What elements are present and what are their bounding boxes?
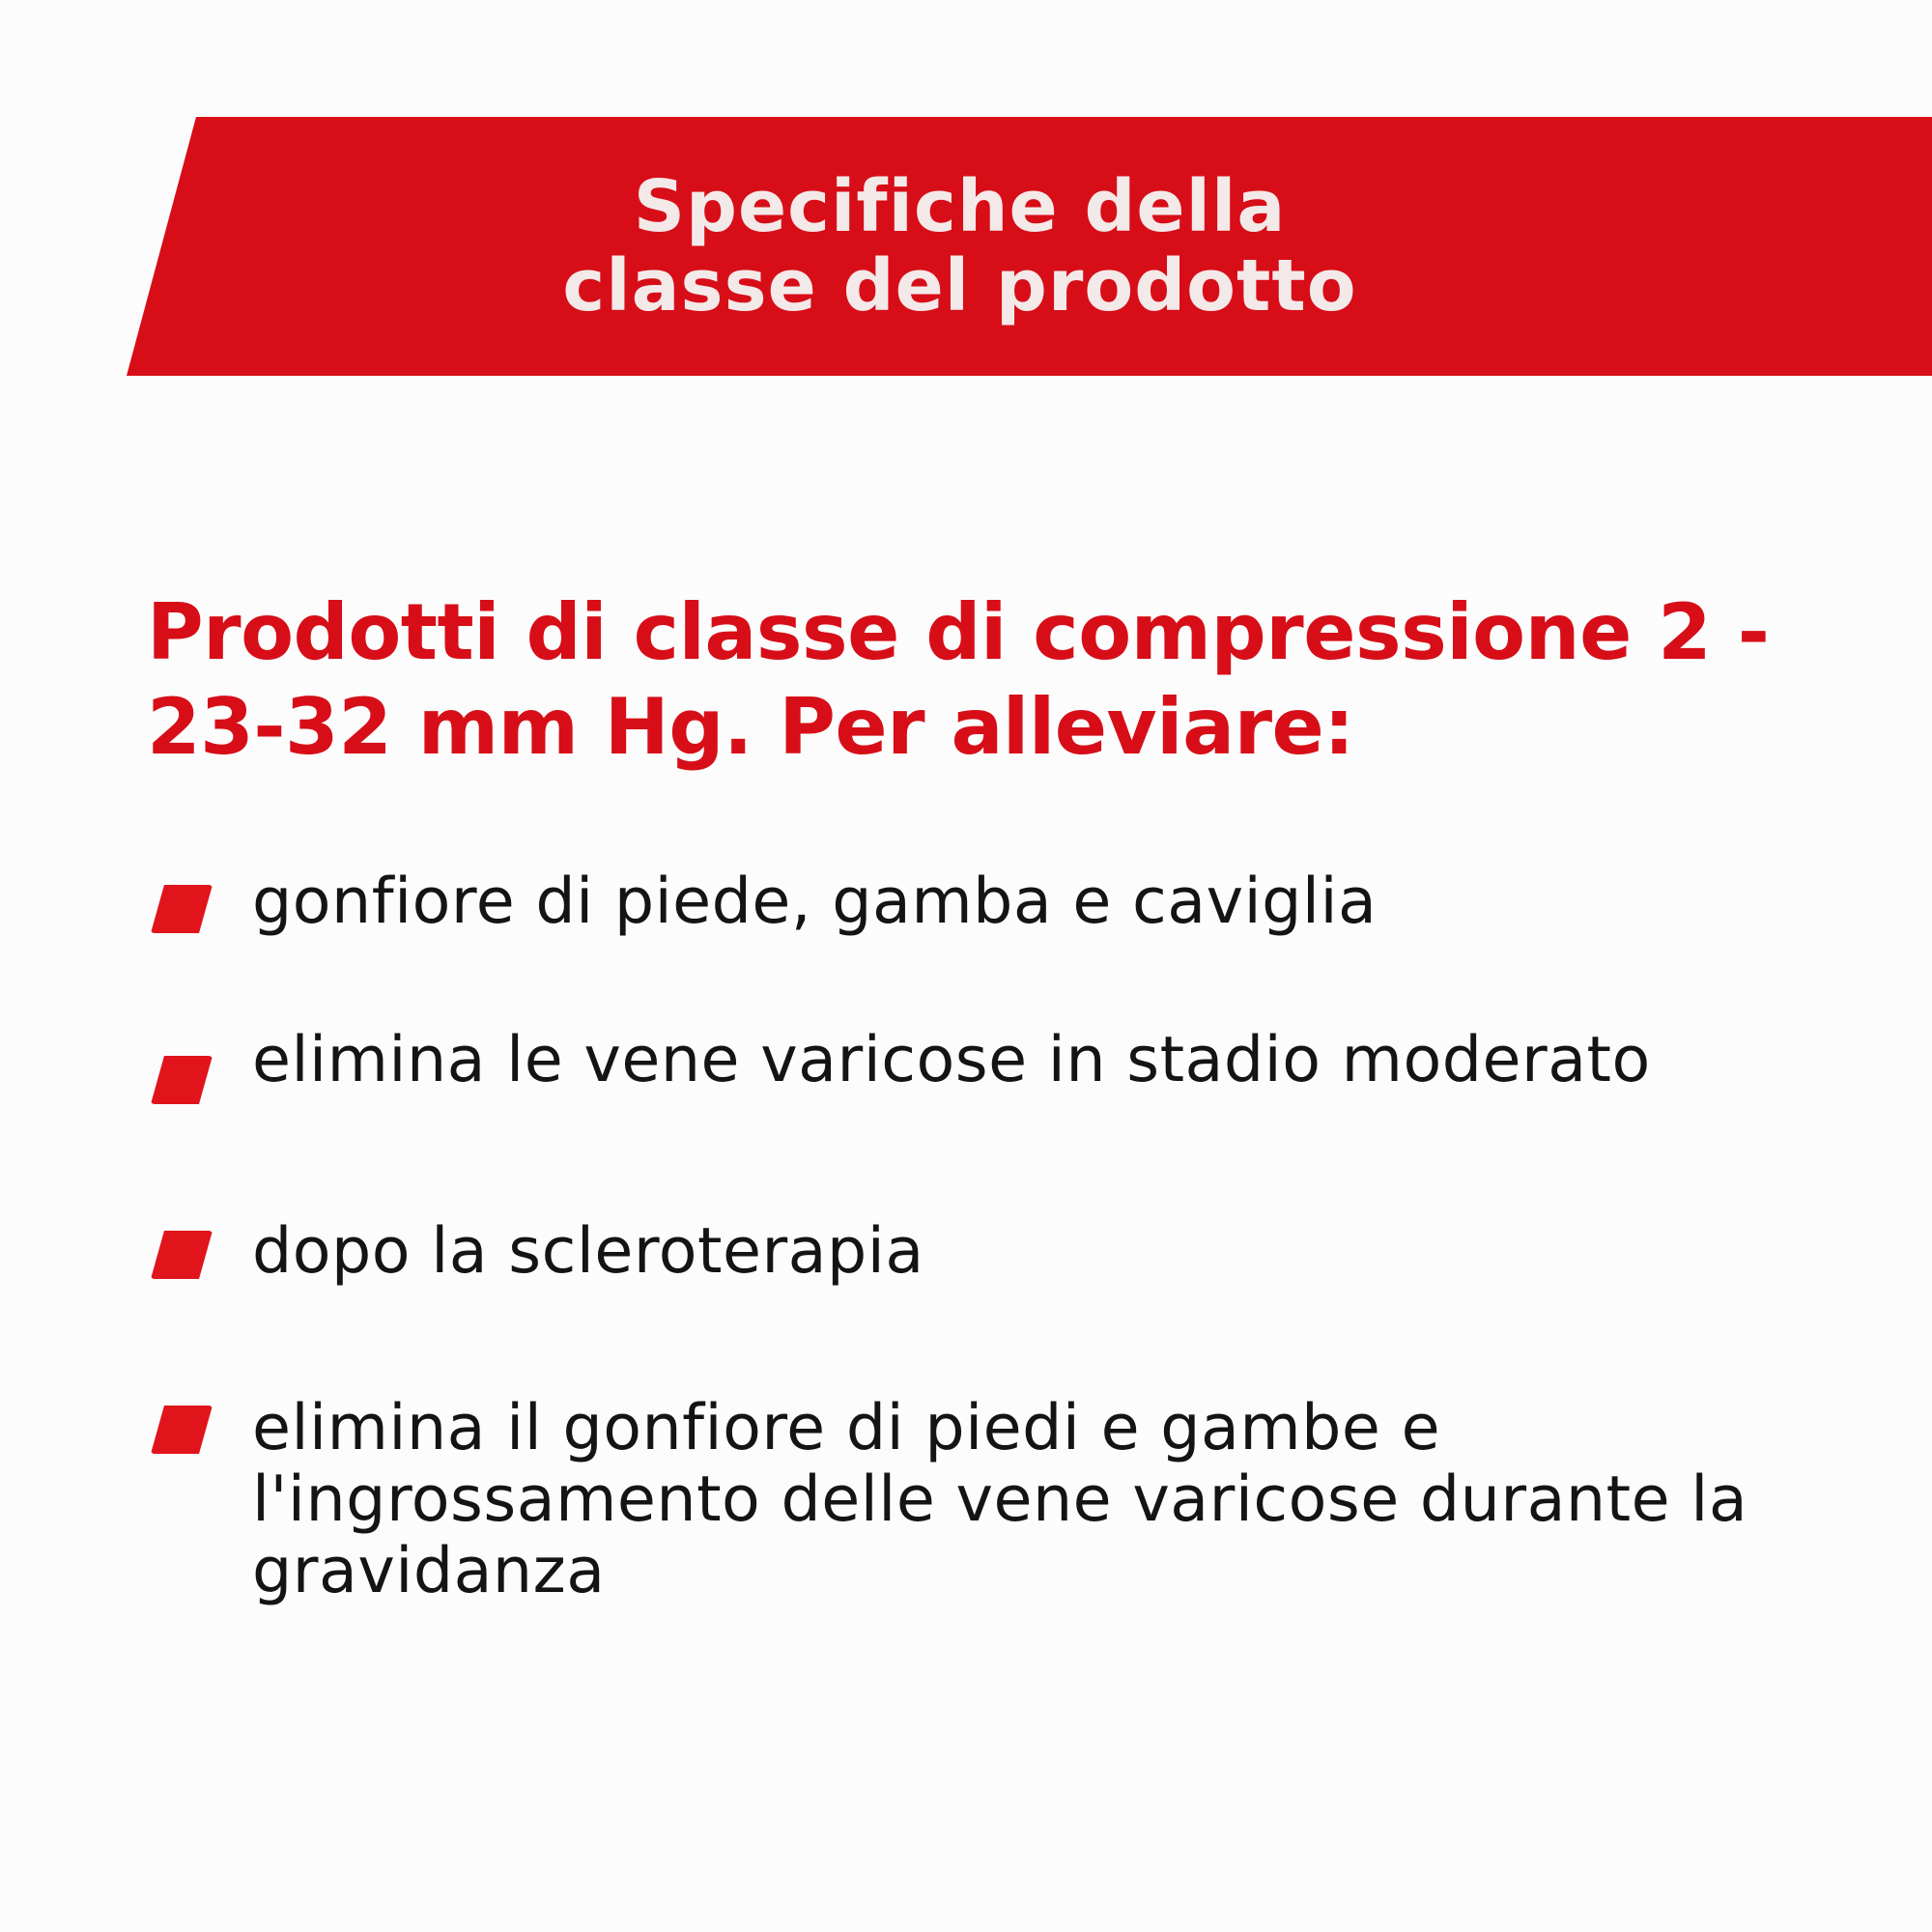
bullet-marker-icon [151,1231,213,1279]
bullet-marker-icon [151,1406,213,1454]
bullet-marker-icon [151,885,213,933]
list-item-text-line-3: gravidanza [252,1535,606,1607]
list-item-text-line-2: l'ingrossamento delle vene varicose durante la [252,1463,1748,1536]
section-heading-line-2: 23-32 mm Hg. Per alleviare: [147,682,1354,772]
banner-title-line-1: Specifiche della [633,165,1287,248]
banner-title-line-2: classe del prodotto [562,244,1357,327]
list-item-text-line-1: dopo la scleroterapia [252,1215,924,1288]
bullet-marker-icon [151,1056,213,1104]
list-item-text-line-1: elimina le vene varicose in stadio moderato [252,1024,1651,1096]
list-item-text-line-1: elimina il gonfiore di piedi e gambe e [252,1392,1441,1464]
list-item-text-line-1: gonfiore di piede, gamba e caviglia [252,866,1378,938]
list-item-text [252,1393,1846,1607]
list-item-text [252,867,1846,938]
list-item-text [252,1025,1846,1096]
section-heading-line-1: Prodotti di classe di compressione 2 - [147,587,1770,677]
list-item-text [252,1216,1846,1288]
